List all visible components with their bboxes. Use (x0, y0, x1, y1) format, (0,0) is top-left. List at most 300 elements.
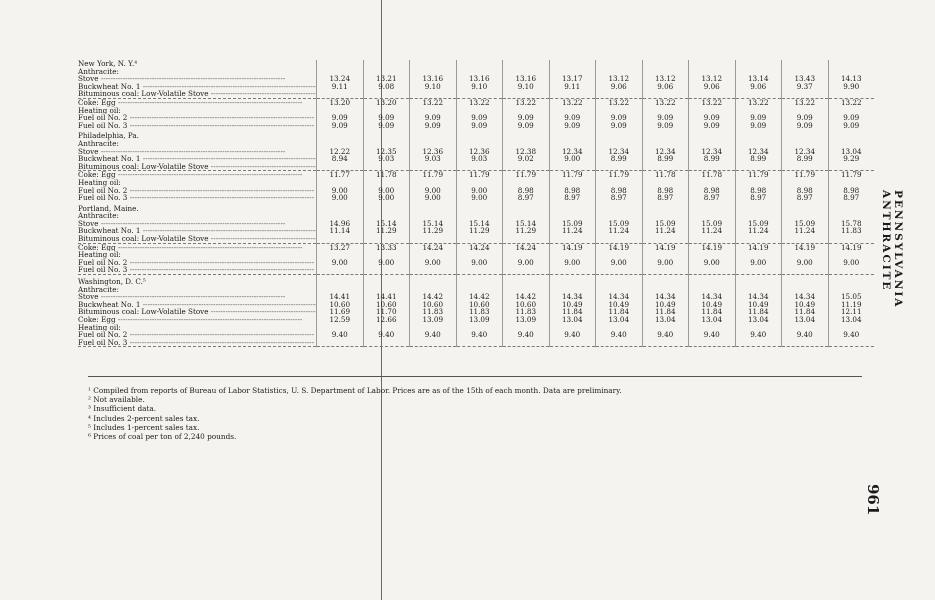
price-cell: 9.40 (782, 331, 829, 339)
price-cell: 11.79 (735, 171, 782, 179)
table-row (78, 122, 874, 130)
price-cell: 12.34 (735, 148, 782, 156)
table-row (78, 275, 874, 286)
price-cell: 9.09 (363, 122, 410, 130)
price-cell (503, 60, 550, 68)
price-cell (782, 60, 829, 68)
price-cell (456, 324, 503, 332)
table-row (78, 266, 874, 274)
price-cell: 13.22 (782, 98, 829, 106)
price-cell: 13.22 (596, 98, 643, 106)
price-cell: 13.12 (689, 75, 736, 83)
row-label-cell (78, 235, 317, 243)
table-row (78, 140, 874, 148)
price-cell (456, 68, 503, 76)
price-cell (503, 90, 550, 98)
price-cell (503, 140, 550, 148)
table-row (78, 339, 874, 347)
price-cell (549, 286, 596, 294)
price-cell: 15.09 (735, 220, 782, 228)
price-cell (782, 324, 829, 332)
price-cell (642, 324, 689, 332)
price-cell (689, 90, 736, 98)
price-cell (363, 286, 410, 294)
table-row (78, 98, 874, 106)
price-cell (596, 251, 643, 259)
row-label-cell (78, 60, 317, 68)
price-cell (735, 266, 782, 274)
price-cell: 13.22 (456, 98, 503, 106)
price-cell: 13.04 (828, 316, 874, 324)
footnote-rule (88, 376, 862, 377)
price-cell: 11.79 (596, 171, 643, 179)
price-cell: 9.00 (689, 259, 736, 267)
price-cell: 10.49 (735, 301, 782, 309)
price-cell: 13.20 (317, 98, 364, 106)
price-cell: 12.36 (410, 148, 457, 156)
price-cell (596, 179, 643, 187)
price-cell: 13.04 (549, 316, 596, 324)
table-row (78, 251, 874, 259)
row-label: Fuel oil No. 2 ----- (78, 259, 314, 267)
price-cell (596, 90, 643, 98)
row-label-cell (78, 331, 317, 339)
row-label-cell (78, 220, 317, 228)
row-label: Heating oil: (78, 323, 121, 332)
price-cell (735, 202, 782, 213)
price-cell: 9.00 (456, 194, 503, 202)
price-cell: 9.09 (735, 122, 782, 130)
price-cell (735, 324, 782, 332)
price-cell (596, 140, 643, 148)
price-cell (689, 60, 736, 68)
price-cell: 9.40 (596, 331, 643, 339)
price-cell (782, 212, 829, 220)
price-cell: 14.41 (317, 293, 364, 301)
price-cell: 13.12 (596, 75, 643, 83)
row-label-cell (78, 75, 317, 83)
price-cell: 11.24 (549, 227, 596, 235)
price-cell: 8.94 (317, 155, 364, 163)
price-cell: 9.40 (828, 331, 874, 339)
price-cell: 9.09 (642, 114, 689, 122)
price-cell: 11.77 (317, 171, 364, 179)
row-label-cell (78, 187, 317, 195)
price-cell: 11.24 (642, 227, 689, 235)
price-cell (689, 163, 736, 171)
price-cell: 9.09 (410, 114, 457, 122)
price-cell (642, 179, 689, 187)
footnote-5: ⁵ Includes 1-percent sales tax. (88, 422, 200, 432)
price-cell (828, 163, 874, 171)
price-cell: 13.16 (410, 75, 457, 83)
price-cell (456, 140, 503, 148)
price-cell: 8.99 (642, 155, 689, 163)
price-cell: 15.09 (549, 220, 596, 228)
price-cell (828, 68, 874, 76)
price-cell: 13.04 (596, 316, 643, 324)
row-label: Coke: Egg ----- (78, 316, 302, 324)
price-cell (828, 60, 874, 68)
price-cell: 15.14 (363, 220, 410, 228)
price-cell (549, 251, 596, 259)
price-cell: 9.00 (410, 187, 457, 195)
price-cell (503, 107, 550, 115)
row-label: Buckwheat No. 1 ----- (78, 83, 317, 91)
price-cell: 12.34 (689, 148, 736, 156)
price-cell: 11.14 (317, 227, 364, 235)
price-cell: 14.19 (782, 243, 829, 251)
row-label-cell (78, 163, 317, 171)
row-label: Heating oil: (78, 106, 121, 115)
price-cell (596, 202, 643, 213)
price-cell: 9.90 (828, 83, 874, 91)
price-cell: 14.34 (642, 293, 689, 301)
price-cell: 10.60 (456, 301, 503, 309)
price-cell (735, 68, 782, 76)
price-cell: 8.97 (642, 194, 689, 202)
price-cell: 12.66 (363, 316, 410, 324)
price-cell: 13.17 (549, 75, 596, 83)
price-cell: 14.19 (549, 243, 596, 251)
price-cell: 13.16 (503, 75, 550, 83)
price-cell (689, 339, 736, 347)
price-cell (317, 68, 364, 76)
price-cell (410, 324, 457, 332)
price-cell (363, 68, 410, 76)
price-cell (456, 60, 503, 68)
table-row (78, 235, 874, 243)
table-row (78, 129, 874, 140)
price-cell: 8.99 (782, 155, 829, 163)
price-cell: 13.04 (782, 316, 829, 324)
price-cell: 9.00 (317, 194, 364, 202)
price-cell: 12.34 (549, 148, 596, 156)
row-label: Buckwheat No. 1 ----- (78, 227, 317, 235)
table-row (78, 107, 874, 115)
price-cell: 9.40 (456, 331, 503, 339)
price-cell: 9.00 (735, 259, 782, 267)
price-cell (642, 286, 689, 294)
price-cell (549, 179, 596, 187)
price-cell (735, 140, 782, 148)
price-cell: 8.99 (735, 155, 782, 163)
price-cell: 11.29 (410, 227, 457, 235)
row-label: Bituminous coal: Low-Volatile Stove ----- (78, 308, 317, 316)
price-cell (363, 235, 410, 243)
row-label: Buckwheat No. 1 ----- (78, 301, 317, 309)
price-cell: 13.22 (828, 98, 874, 106)
table-row (78, 179, 874, 187)
price-cell: 14.19 (689, 243, 736, 251)
price-cell (782, 286, 829, 294)
table-row (78, 259, 874, 267)
table-row (78, 331, 874, 339)
price-cell: 8.98 (735, 187, 782, 195)
price-cell: 13.12 (642, 75, 689, 83)
row-label: Fuel oil No. 3 ----- (78, 266, 314, 274)
price-cell (410, 68, 457, 76)
price-cell: 12.35 (363, 148, 410, 156)
price-cell: 9.09 (689, 114, 736, 122)
price-cell (735, 163, 782, 171)
price-cell: 13.04 (735, 316, 782, 324)
price-cell: 15.05 (828, 293, 874, 301)
row-label: Fuel oil No. 3 ----- (78, 122, 314, 130)
price-cell (549, 212, 596, 220)
price-cell (503, 163, 550, 171)
price-cell (503, 212, 550, 220)
price-cell: 9.06 (596, 83, 643, 91)
price-cell: 9.09 (549, 122, 596, 130)
row-label-cell (78, 286, 317, 294)
price-cell (317, 212, 364, 220)
price-cell: 9.03 (410, 155, 457, 163)
price-cell: 15.09 (689, 220, 736, 228)
price-cell (642, 129, 689, 140)
price-cell: 12.34 (642, 148, 689, 156)
price-cell (456, 286, 503, 294)
price-cell (363, 140, 410, 148)
price-cell (549, 60, 596, 68)
price-cell (410, 212, 457, 220)
price-cell (596, 60, 643, 68)
price-cell (317, 286, 364, 294)
price-cell (782, 107, 829, 115)
price-cell: 13.04 (828, 148, 874, 156)
price-cell: 10.60 (410, 301, 457, 309)
price-cell: 9.09 (410, 122, 457, 130)
footnote-1: ¹ Compiled from reports of Bureau of Labor Statistics, U. S. Department of Labor. Prices are as of the 15th of each month. Data are preliminary. (88, 386, 622, 395)
price-cell: 12.34 (596, 148, 643, 156)
price-cell: 11.84 (549, 308, 596, 316)
row-label-cell (78, 90, 317, 98)
price-cell: 11.29 (363, 227, 410, 235)
price-cell (735, 90, 782, 98)
table-row (78, 212, 874, 220)
price-cell: 15.78 (828, 220, 874, 228)
row-label-cell (78, 243, 317, 251)
price-cell (317, 60, 364, 68)
price-cell (317, 202, 364, 213)
price-cell: 9.10 (456, 83, 503, 91)
price-cell: 9.09 (363, 114, 410, 122)
table-row (78, 83, 874, 91)
price-cell: 9.40 (689, 331, 736, 339)
price-cell (642, 90, 689, 98)
price-cell: 10.49 (642, 301, 689, 309)
price-cell (549, 140, 596, 148)
price-cell (782, 275, 829, 286)
row-label: Bituminous coal: Low-Volatile Stove ----- (78, 163, 317, 171)
table-row (78, 308, 874, 316)
price-cell: 9.40 (317, 331, 364, 339)
row-label: Heating oil: (78, 178, 121, 187)
price-cell (503, 202, 550, 213)
price-cell: 9.09 (689, 122, 736, 130)
price-cell: 13.22 (549, 98, 596, 106)
price-cell: 11.79 (456, 171, 503, 179)
price-cell (503, 179, 550, 187)
price-cell (410, 179, 457, 187)
price-cell: 9.09 (782, 114, 829, 122)
price-cell (410, 202, 457, 213)
price-cell (828, 107, 874, 115)
price-cell: 9.00 (317, 259, 364, 267)
price-cell: 8.97 (549, 194, 596, 202)
table-row (78, 148, 874, 156)
price-cell: 11.24 (735, 227, 782, 235)
price-cell: 9.00 (828, 259, 874, 267)
price-cell (456, 107, 503, 115)
price-cell (735, 60, 782, 68)
price-cell (317, 163, 364, 171)
price-cell (410, 129, 457, 140)
row-label-cell (78, 251, 317, 259)
row-label-cell (78, 301, 317, 309)
price-cell: 9.09 (828, 114, 874, 122)
price-cell: 9.40 (410, 331, 457, 339)
price-cell (456, 129, 503, 140)
row-label: Buckwheat No. 1 ----- (78, 155, 317, 163)
footnote-6: ⁶ Prices of coal per ton of 2,240 pounds. (88, 432, 237, 442)
table-row (78, 187, 874, 195)
price-cell (782, 235, 829, 243)
row-label-cell (78, 155, 317, 163)
price-cell (642, 140, 689, 148)
price-cell (735, 235, 782, 243)
price-cell: 9.37 (782, 83, 829, 91)
price-cell: 9.00 (596, 259, 643, 267)
price-cell: 9.09 (642, 122, 689, 130)
price-cell (735, 212, 782, 220)
price-cell (410, 275, 457, 286)
table-row (78, 227, 874, 235)
price-cell: 9.09 (503, 122, 550, 130)
price-cell: 9.08 (363, 83, 410, 91)
price-cell: 9.09 (456, 114, 503, 122)
price-cell: 12.38 (503, 148, 550, 156)
row-label-cell (78, 316, 317, 324)
price-cell (317, 235, 364, 243)
price-cell (503, 68, 550, 76)
price-cell: 9.06 (642, 83, 689, 91)
row-label: Stove ----- (78, 75, 285, 83)
price-cell: 14.24 (410, 243, 457, 251)
price-cell (410, 235, 457, 243)
price-cell: 14.42 (410, 293, 457, 301)
price-cell (689, 140, 736, 148)
price-cell (782, 90, 829, 98)
row-label-cell (78, 293, 317, 301)
price-cell (549, 235, 596, 243)
price-table-body (78, 60, 874, 347)
price-cell (689, 202, 736, 213)
price-cell: 15.14 (456, 220, 503, 228)
price-cell (596, 68, 643, 76)
price-cell (503, 251, 550, 259)
price-cell: 11.79 (782, 171, 829, 179)
price-cell (782, 163, 829, 171)
price-cell: 13.20 (363, 98, 410, 106)
price-cell: 8.98 (549, 187, 596, 195)
table-row (78, 171, 874, 179)
price-cell (456, 163, 503, 171)
price-cell: 8.98 (689, 187, 736, 195)
table-row (78, 202, 874, 213)
price-cell: 9.00 (410, 194, 457, 202)
footnote-2: ² Not available. (88, 395, 145, 405)
price-cell (596, 286, 643, 294)
row-label-cell (78, 122, 317, 130)
table-row (78, 293, 874, 301)
price-cell: 13.09 (456, 316, 503, 324)
price-cell: 11.83 (410, 308, 457, 316)
price-cell: 11.83 (828, 227, 874, 235)
price-cell (689, 324, 736, 332)
price-cell (363, 107, 410, 115)
price-cell (735, 129, 782, 140)
price-cell (549, 107, 596, 115)
row-label: Fuel oil No. 2 ----- (78, 187, 314, 195)
price-cell: 10.49 (782, 301, 829, 309)
price-cell (456, 235, 503, 243)
price-cell (317, 129, 364, 140)
price-cell: 11.29 (503, 227, 550, 235)
row-label-cell (78, 114, 317, 122)
price-cell (317, 251, 364, 259)
row-label: Fuel oil No. 2 ----- (78, 331, 314, 339)
price-cell: 9.00 (317, 187, 364, 195)
price-cell (828, 129, 874, 140)
price-cell: 11.84 (782, 308, 829, 316)
price-cell (317, 179, 364, 187)
price-cell: 13.33 (363, 243, 410, 251)
price-cell (549, 202, 596, 213)
row-label-cell (78, 129, 317, 140)
price-cell: 9.09 (828, 122, 874, 130)
price-cell (596, 266, 643, 274)
price-cell: 13.16 (456, 75, 503, 83)
price-cell: 14.42 (503, 293, 550, 301)
price-cell: 10.49 (596, 301, 643, 309)
row-label-cell (78, 194, 317, 202)
price-cell (689, 129, 736, 140)
price-cell: 11.78 (642, 171, 689, 179)
price-cell (549, 339, 596, 347)
price-cell: 13.22 (735, 98, 782, 106)
page-number: 961 (864, 484, 882, 516)
row-label: Portland, Maine. (78, 203, 139, 213)
price-cell: 11.79 (828, 171, 874, 179)
price-cell (782, 266, 829, 274)
row-label: Fuel oil No. 2 ----- (78, 114, 314, 122)
price-cell (596, 129, 643, 140)
price-cell: 11.83 (503, 308, 550, 316)
row-label-cell (78, 212, 317, 220)
price-cell: 14.19 (828, 243, 874, 251)
table-row (78, 90, 874, 98)
price-cell: 8.97 (828, 194, 874, 202)
table-row (78, 316, 874, 324)
price-cell: 8.98 (642, 187, 689, 195)
row-label-cell (78, 227, 317, 235)
price-cell: 8.98 (828, 187, 874, 195)
price-cell: 9.29 (828, 155, 874, 163)
price-cell: 9.00 (363, 259, 410, 267)
row-label-cell (78, 202, 317, 213)
price-cell: 9.09 (317, 122, 364, 130)
